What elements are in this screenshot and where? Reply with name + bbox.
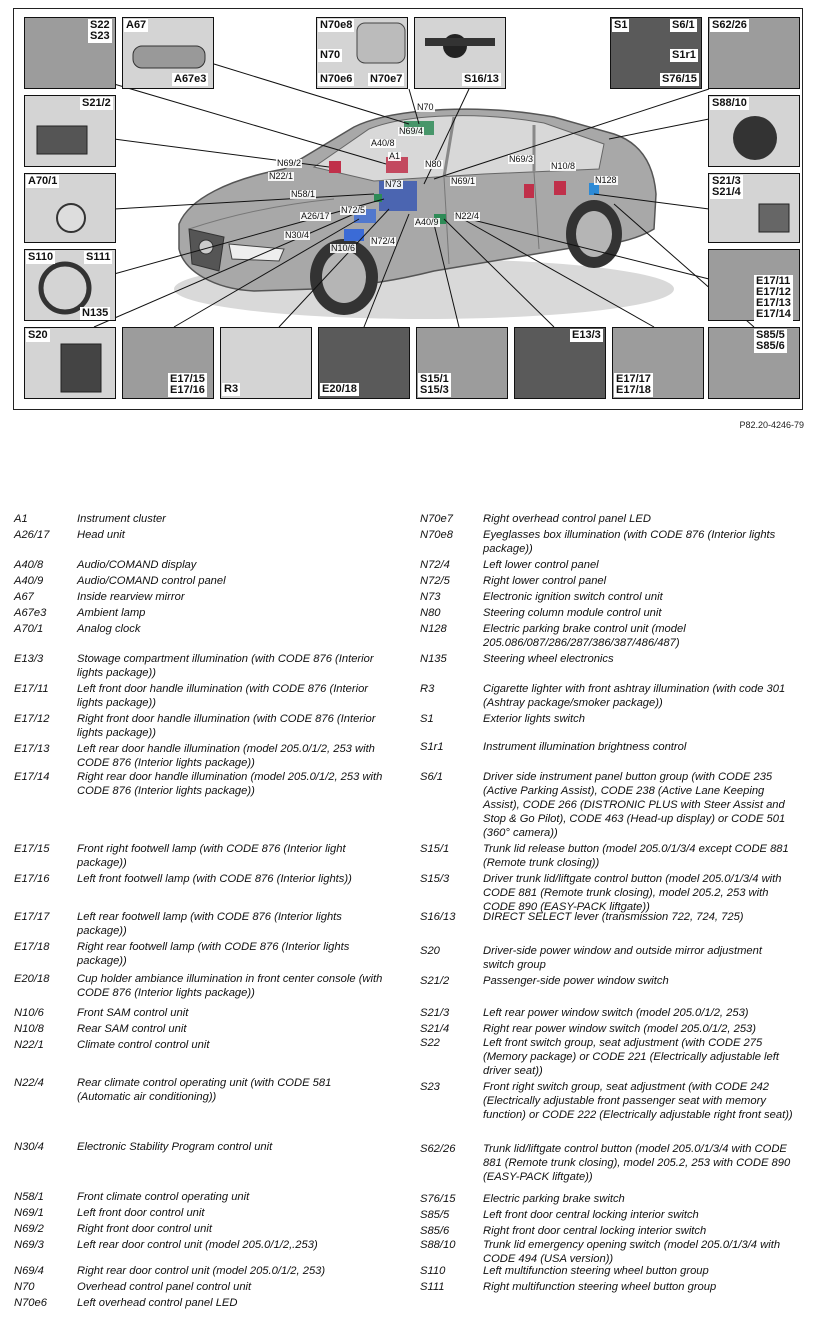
legend-description: Right front door control unit (77, 1223, 212, 1235)
legend-description: Trunk lid/liftgate control button (model 205.0/1/3/4 with CODE 881 (Remote trunk closing), model 205.2, 253 with CODE 890 (EASY-PACK liftgate)) (483, 1143, 791, 1183)
legend-code: S23 (420, 1081, 440, 1093)
legend-code: N10/8 (14, 1023, 44, 1035)
legend-code: S85/5 (420, 1209, 450, 1221)
callout-e17-17-18: E17/17 E17/18 (616, 373, 651, 396)
legend-code: E17/13 (14, 743, 50, 755)
legend-description: Climate control control unit (77, 1039, 210, 1051)
legend-description: Left front door handle illumination (with CODE 876 (Interior lights package)) (77, 683, 369, 709)
legend-description: Cigarette lighter with front ashtray illumination (with code 301 (Ashtray package/smoker package)) (483, 683, 786, 709)
callout-s76-15: S76/15 (662, 73, 697, 85)
legend-description: Left rear door handle illumination (model 205.0/1/2, 253 with CODE 876 (Interior lights package)) (77, 743, 375, 769)
legend-code: S85/6 (420, 1225, 450, 1237)
legend-description: Stowage compartment illumination (with CODE 876 (Interior lights package)) (77, 653, 374, 679)
legend-code: S111 (420, 1281, 445, 1293)
legend-code: N70e6 (14, 1297, 47, 1309)
callout-s110: S110 (28, 251, 54, 263)
legend-code: S76/15 (420, 1193, 456, 1205)
callout-a67e3: A67e3 (174, 73, 207, 85)
callout-s21-3-4: S21/3 S21/4 (712, 175, 741, 198)
legend-description: Left front switch group, seat adjustment (with CODE 275 (Memory package) or CODE 221 (Electrically adjustable left driver seat)) (483, 1037, 779, 1077)
legend-code: S6/1 (420, 771, 444, 783)
legend-code: E17/14 (14, 771, 50, 783)
tag-n10-8: N10/8 (551, 161, 576, 171)
legend-code: S110 (420, 1265, 446, 1277)
legend-code: A26/17 (14, 529, 50, 541)
legend-code: A67 (14, 591, 34, 603)
callout-s1r1: S1r1 (672, 49, 696, 61)
callout-s88-10: S88/10 (712, 97, 747, 109)
callout-s85: S85/5 S85/6 (756, 329, 785, 352)
legend-description: Exterior lights switch (483, 713, 585, 725)
legend-description: Left front door central locking interior switch (483, 1209, 699, 1221)
legend-description: Front right footwell lamp (with CODE 876 (Interior light package)) (77, 843, 346, 869)
legend-code: N69/4 (14, 1265, 44, 1277)
legend-description: Right rear door handle illumination (model 205.0/1/2, 253 with CODE 876 (Interior lights package)) (77, 771, 383, 797)
legend-description: Left rear power window switch (model 205.0/1/2, 253) (483, 1007, 749, 1019)
legend-description: Front SAM control unit (77, 1007, 189, 1019)
tag-n73: N73 (385, 179, 402, 189)
legend-description: Right rear power window switch (model 205.0/1/2, 253) (483, 1023, 756, 1035)
legend-description: Left rear door control unit (model 205.0/1/2,.253) (77, 1239, 318, 1251)
legend-description: Driver-side power window and outside mirror adjustment switch group (483, 945, 762, 971)
legend-description: Steering wheel electronics (483, 653, 614, 665)
legend-description: Right rear footwell lamp (with CODE 876 (Interior lights package)) (77, 941, 350, 967)
legend-description: Rear SAM control unit (77, 1023, 187, 1035)
legend-code: N72/4 (420, 559, 450, 571)
legend-code: N72/5 (420, 575, 450, 587)
callout-n70e8: N70e8 (320, 19, 353, 31)
legend-code: N10/6 (14, 1007, 44, 1019)
tag-a1: A1 (389, 151, 401, 161)
tag-n10-6: N10/6 (331, 243, 356, 253)
legend-description: Trunk lid release button (model 205.0/1/3/4 except CODE 881 (Remote trunk closing)) (483, 843, 789, 869)
callout-s21-2: S21/2 (82, 97, 111, 109)
legend-description: Right front door handle illumination (with CODE 876 (Interior lights package)) (77, 713, 376, 739)
legend-description: Cup holder ambiance illumination in front center console (with CODE 876 (Interior lights package)) (77, 973, 383, 999)
legend-description: DIRECT SELECT lever (transmission 722, 724, 725) (483, 911, 744, 923)
legend-code: S62/26 (420, 1143, 456, 1155)
legend-code: N69/3 (14, 1239, 44, 1251)
callout-a70-1: A70/1 (28, 175, 58, 187)
legend-description: Audio/COMAND display (77, 559, 197, 571)
callout-n70e7: N70e7 (370, 73, 403, 85)
legend-code: E13/3 (14, 653, 44, 665)
callout-s16-13: S16/13 (464, 73, 499, 85)
tag-n72-4: N72/4 (371, 236, 396, 246)
component-location-diagram (13, 8, 803, 410)
legend-code: E17/16 (14, 873, 50, 885)
tag-a26-17: A26/17 (301, 211, 330, 221)
tag-n22-1: N22/1 (269, 171, 294, 181)
legend-code: S20 (420, 945, 440, 957)
legend-code: N58/1 (14, 1191, 44, 1203)
legend-description: Overhead control panel control unit (77, 1281, 252, 1293)
legend-description: Electric parking brake control unit (model 205.086/087/286/287/386/387/486/487) (483, 623, 686, 649)
callout-s6-1: S6/1 (672, 19, 695, 31)
legend-description: Passenger-side power window switch (483, 975, 669, 987)
legend-description: Right front door central locking interior switch (483, 1225, 707, 1237)
legend-description: Audio/COMAND control panel (77, 575, 226, 587)
legend-code: A40/8 (14, 559, 44, 571)
legend-code: S16/13 (420, 911, 456, 923)
legend-code: N70e7 (420, 513, 453, 525)
legend-description: Analog clock (77, 623, 141, 635)
callout-s1: S1 (614, 19, 628, 31)
legend-code: N80 (420, 607, 441, 619)
tag-a40-8: A40/8 (371, 138, 395, 148)
legend-description: Steering column module control unit (483, 607, 662, 619)
legend-code: R3 (420, 683, 435, 695)
legend-code: A1 (14, 513, 28, 525)
tag-n22-4: N22/4 (455, 211, 480, 221)
legend-code: N22/4 (14, 1077, 44, 1089)
tag-a40-9: A40/9 (415, 217, 439, 227)
legend-code: N69/2 (14, 1223, 44, 1235)
legend-code: A67e3 (14, 607, 47, 619)
tag-n30-4: N30/4 (285, 230, 310, 240)
callout-e17-11-14: E17/11 E17/12 E17/13 E17/14 (756, 275, 791, 320)
legend-description: Trunk lid emergency opening switch (model 205.0/1/3/4 with CODE 494 (USA version)) (483, 1239, 781, 1265)
legend-code: E20/18 (14, 973, 50, 985)
legend-code: S21/3 (420, 1007, 450, 1019)
callout-e20-18: E20/18 (322, 383, 357, 395)
callout-s20: S20 (28, 329, 48, 341)
legend-code: S88/10 (420, 1239, 456, 1251)
legend-code: E17/17 (14, 911, 50, 923)
callout-s15: S15/1 S15/3 (420, 373, 449, 396)
legend-code: S15/3 (420, 873, 450, 885)
tag-n69-3: N69/3 (509, 154, 534, 164)
callout-a67: A67 (126, 19, 147, 31)
legend-description: Instrument cluster (77, 513, 166, 525)
callout-s22-s23: S22 S23 (90, 19, 110, 42)
tag-n69-2: N69/2 (277, 158, 302, 168)
legend-description: Eyeglasses box illumination (with CODE 876 (Interior lights package)) (483, 529, 776, 555)
legend-description: Front right switch group, seat adjustment (with CODE 242 (Electrically adjustable front passenger seat with memory function) or CODE 222 (Electrically adjustable right front seat)) (483, 1081, 793, 1121)
tag-n70: N70 (417, 102, 434, 112)
tag-n128: N128 (595, 175, 617, 185)
legend-code: E17/12 (14, 713, 50, 725)
legend-code: E17/11 (14, 683, 49, 695)
legend-description: Electric parking brake switch (483, 1193, 625, 1205)
callout-n70e6: N70e6 (320, 73, 353, 85)
legend-description: Left lower control panel (483, 559, 599, 571)
legend-code: E17/15 (14, 843, 50, 855)
tag-n69-4: N69/4 (399, 126, 424, 136)
legend-description: Left rear footwell lamp (with CODE 876 (Interior lights package)) (77, 911, 342, 937)
legend-description: Right multifunction steering wheel button group (483, 1281, 717, 1293)
legend-description: Front climate control operating unit (77, 1191, 250, 1203)
legend-code: S15/1 (420, 843, 450, 855)
callout-n70: N70 (320, 49, 341, 61)
legend-code: N30/4 (14, 1141, 44, 1153)
legend-code: N22/1 (14, 1039, 44, 1051)
legend-description: Driver side instrument panel button group (with CODE 235 (Active Parking Assist), CODE 238 (Active Lane Keeping Assist), CODE 266 (DISTRONIC PLUS with Steer Assist and Stop & Go Pilot), CODE 463 (Head-up display) or CODE 501 (360° camera)) (483, 771, 786, 839)
legend-code: S1 (420, 713, 434, 725)
legend-description: Instrument illumination brightness control (483, 741, 687, 753)
legend-description: Left multifunction steering wheel button group (483, 1265, 709, 1277)
callout-r3: R3 (224, 383, 239, 395)
legend-code: E17/18 (14, 941, 50, 953)
legend-description: Ambient lamp (77, 607, 146, 619)
legend-description: Left front door control unit (77, 1207, 205, 1219)
legend-code: A70/1 (14, 623, 44, 635)
legend-code: N135 (420, 653, 447, 665)
component-legend (0, 512, 816, 1312)
callout-s62-26: S62/26 (712, 19, 747, 31)
callout-s111: S111 (86, 251, 111, 263)
legend-code: S22 (420, 1037, 440, 1049)
legend-code: A40/9 (14, 575, 44, 587)
legend-code: S21/4 (420, 1023, 450, 1035)
callout-e17-15-16: E17/15 E17/16 (170, 373, 205, 396)
legend-code: N73 (420, 591, 441, 603)
legend-code: S21/2 (420, 975, 450, 987)
legend-description: Driver trunk lid/liftgate control button (model 205.0/1/3/4 with CODE 881 (Remote trunk closing), model 205.2, 253 with CODE 890 (EASY-PACK liftgate)) (483, 873, 782, 913)
tag-n72-5: N72/5 (341, 205, 366, 215)
legend-description: Right rear door control unit (model 205.0/1/2, 253) (77, 1265, 326, 1277)
legend-description: Head unit (77, 529, 125, 541)
tag-n80: N80 (425, 159, 442, 169)
tag-n69-1: N69/1 (451, 176, 476, 186)
legend-description: Electronic ignition switch control unit (483, 591, 663, 603)
legend-description: Electronic Stability Program control unit (77, 1141, 273, 1153)
legend-code: N69/1 (14, 1207, 44, 1219)
legend-description: Left front footwell lamp (with CODE 876 (Interior lights)) (77, 873, 352, 885)
legend-description: Rear climate control operating unit (with CODE 581 (Automatic air conditioning)) (77, 1077, 332, 1103)
callout-n135: N135 (82, 307, 109, 319)
callout-e13-3: E13/3 (572, 329, 601, 341)
legend-description: Right lower control panel (483, 575, 607, 587)
legend-code: N70e8 (420, 529, 453, 541)
legend-code: N70 (14, 1281, 35, 1293)
legend-description: Inside rearview mirror (77, 591, 185, 603)
legend-description: Left overhead control panel LED (77, 1297, 238, 1309)
legend-code: N128 (420, 623, 447, 635)
tag-n58-1: N58/1 (291, 189, 316, 199)
figure-id: P82.20-4246-79 (739, 420, 804, 430)
legend-code: S1r1 (420, 741, 444, 753)
legend-description: Right overhead control panel LED (483, 513, 651, 525)
